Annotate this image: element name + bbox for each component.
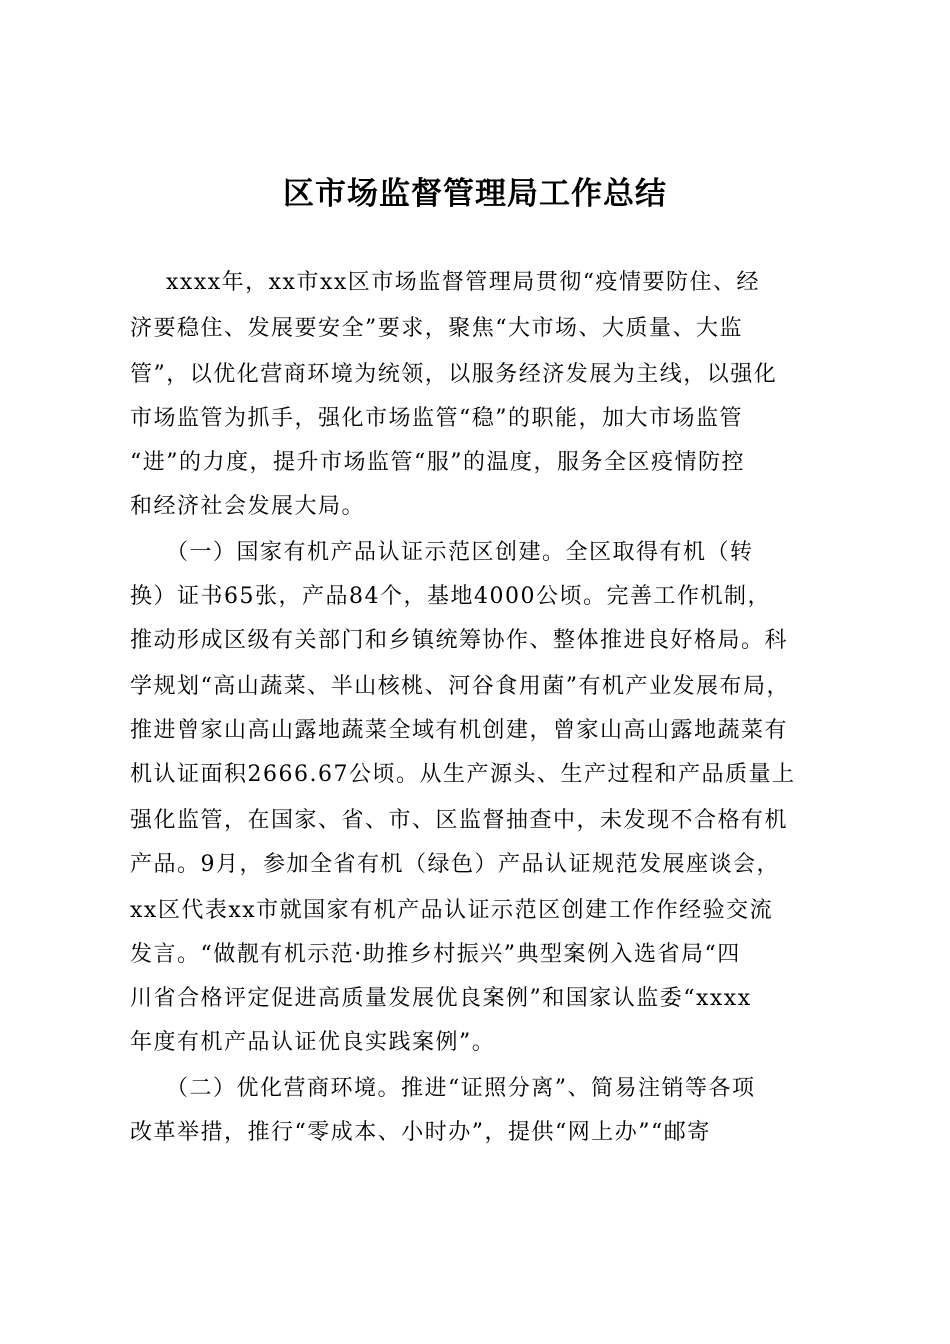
text-line: xx区代表xx市就国家有机产品认证示范区创建工作作经验交流 (130, 898, 774, 923)
text-line: 强化监管，在国家、省、市、区监督抽查中，未发现不合格有机 (130, 808, 789, 833)
text-line: 推动形成区级有关部门和乡镇统筹协作、整体推进良好格局。科 (130, 628, 789, 653)
text-line: 产品。9月，参加全省有机（绿色）产品认证规范发展座谈会， (130, 852, 780, 877)
document-title: 区市场监督管理局工作总结 (283, 176, 667, 212)
text-line: （二）优化营商环境。推进“证照分离”、简易注销等各项 (166, 1076, 756, 1101)
text-line: 和经济社会发展大局。 (130, 494, 366, 519)
text-line: 济要稳住、发展要安全”要求，聚焦“大市场、大质量、大监 (130, 316, 743, 341)
text-line: 市场监管为抓手，强化市场监管“稳”的职能，加大市场监管 (130, 406, 743, 431)
text-line: 换）证书65张，产品84个，基地4000公顷。完善工作机制， (130, 584, 771, 609)
text-line: 改革举措，推行“零成本、小时办”，提供“网上办”“邮寄 (130, 1120, 711, 1145)
text-line: （一）国家有机产品认证示范区创建。全区取得有机（转 (166, 540, 754, 565)
text-line: 川省合格评定促进高质量发展优良案例”和国家认监委“xxxx (130, 986, 752, 1011)
text-line: 年度有机产品认证优良实践案例”。 (130, 1030, 496, 1055)
text-line: xxxx年，xx市xx区市场监督管理局贯彻“疫情要防住、经 (166, 270, 761, 295)
text-line: 学规划“高山蔬菜、半山核桃、河谷食用菌”有机产业发展布局， (130, 674, 790, 699)
text-line: 发言。“做靓有机示范·助推乡村振兴”典型案例入选省局“四 (130, 942, 741, 967)
text-line: 机认证面积2666.67公顷。从生产源头、生产过程和产品质量上 (130, 762, 796, 787)
text-line: 管”，以优化营商环境为统领，以服务经济发展为主线，以强化 (130, 362, 778, 387)
text-line: 推进曾家山高山露地蔬菜全域有机创建，曾家山高山露地蔬菜有 (130, 718, 789, 743)
text-line: “进”的力度，提升市场监管“服”的温度，服务全区疫情防控 (130, 450, 745, 475)
